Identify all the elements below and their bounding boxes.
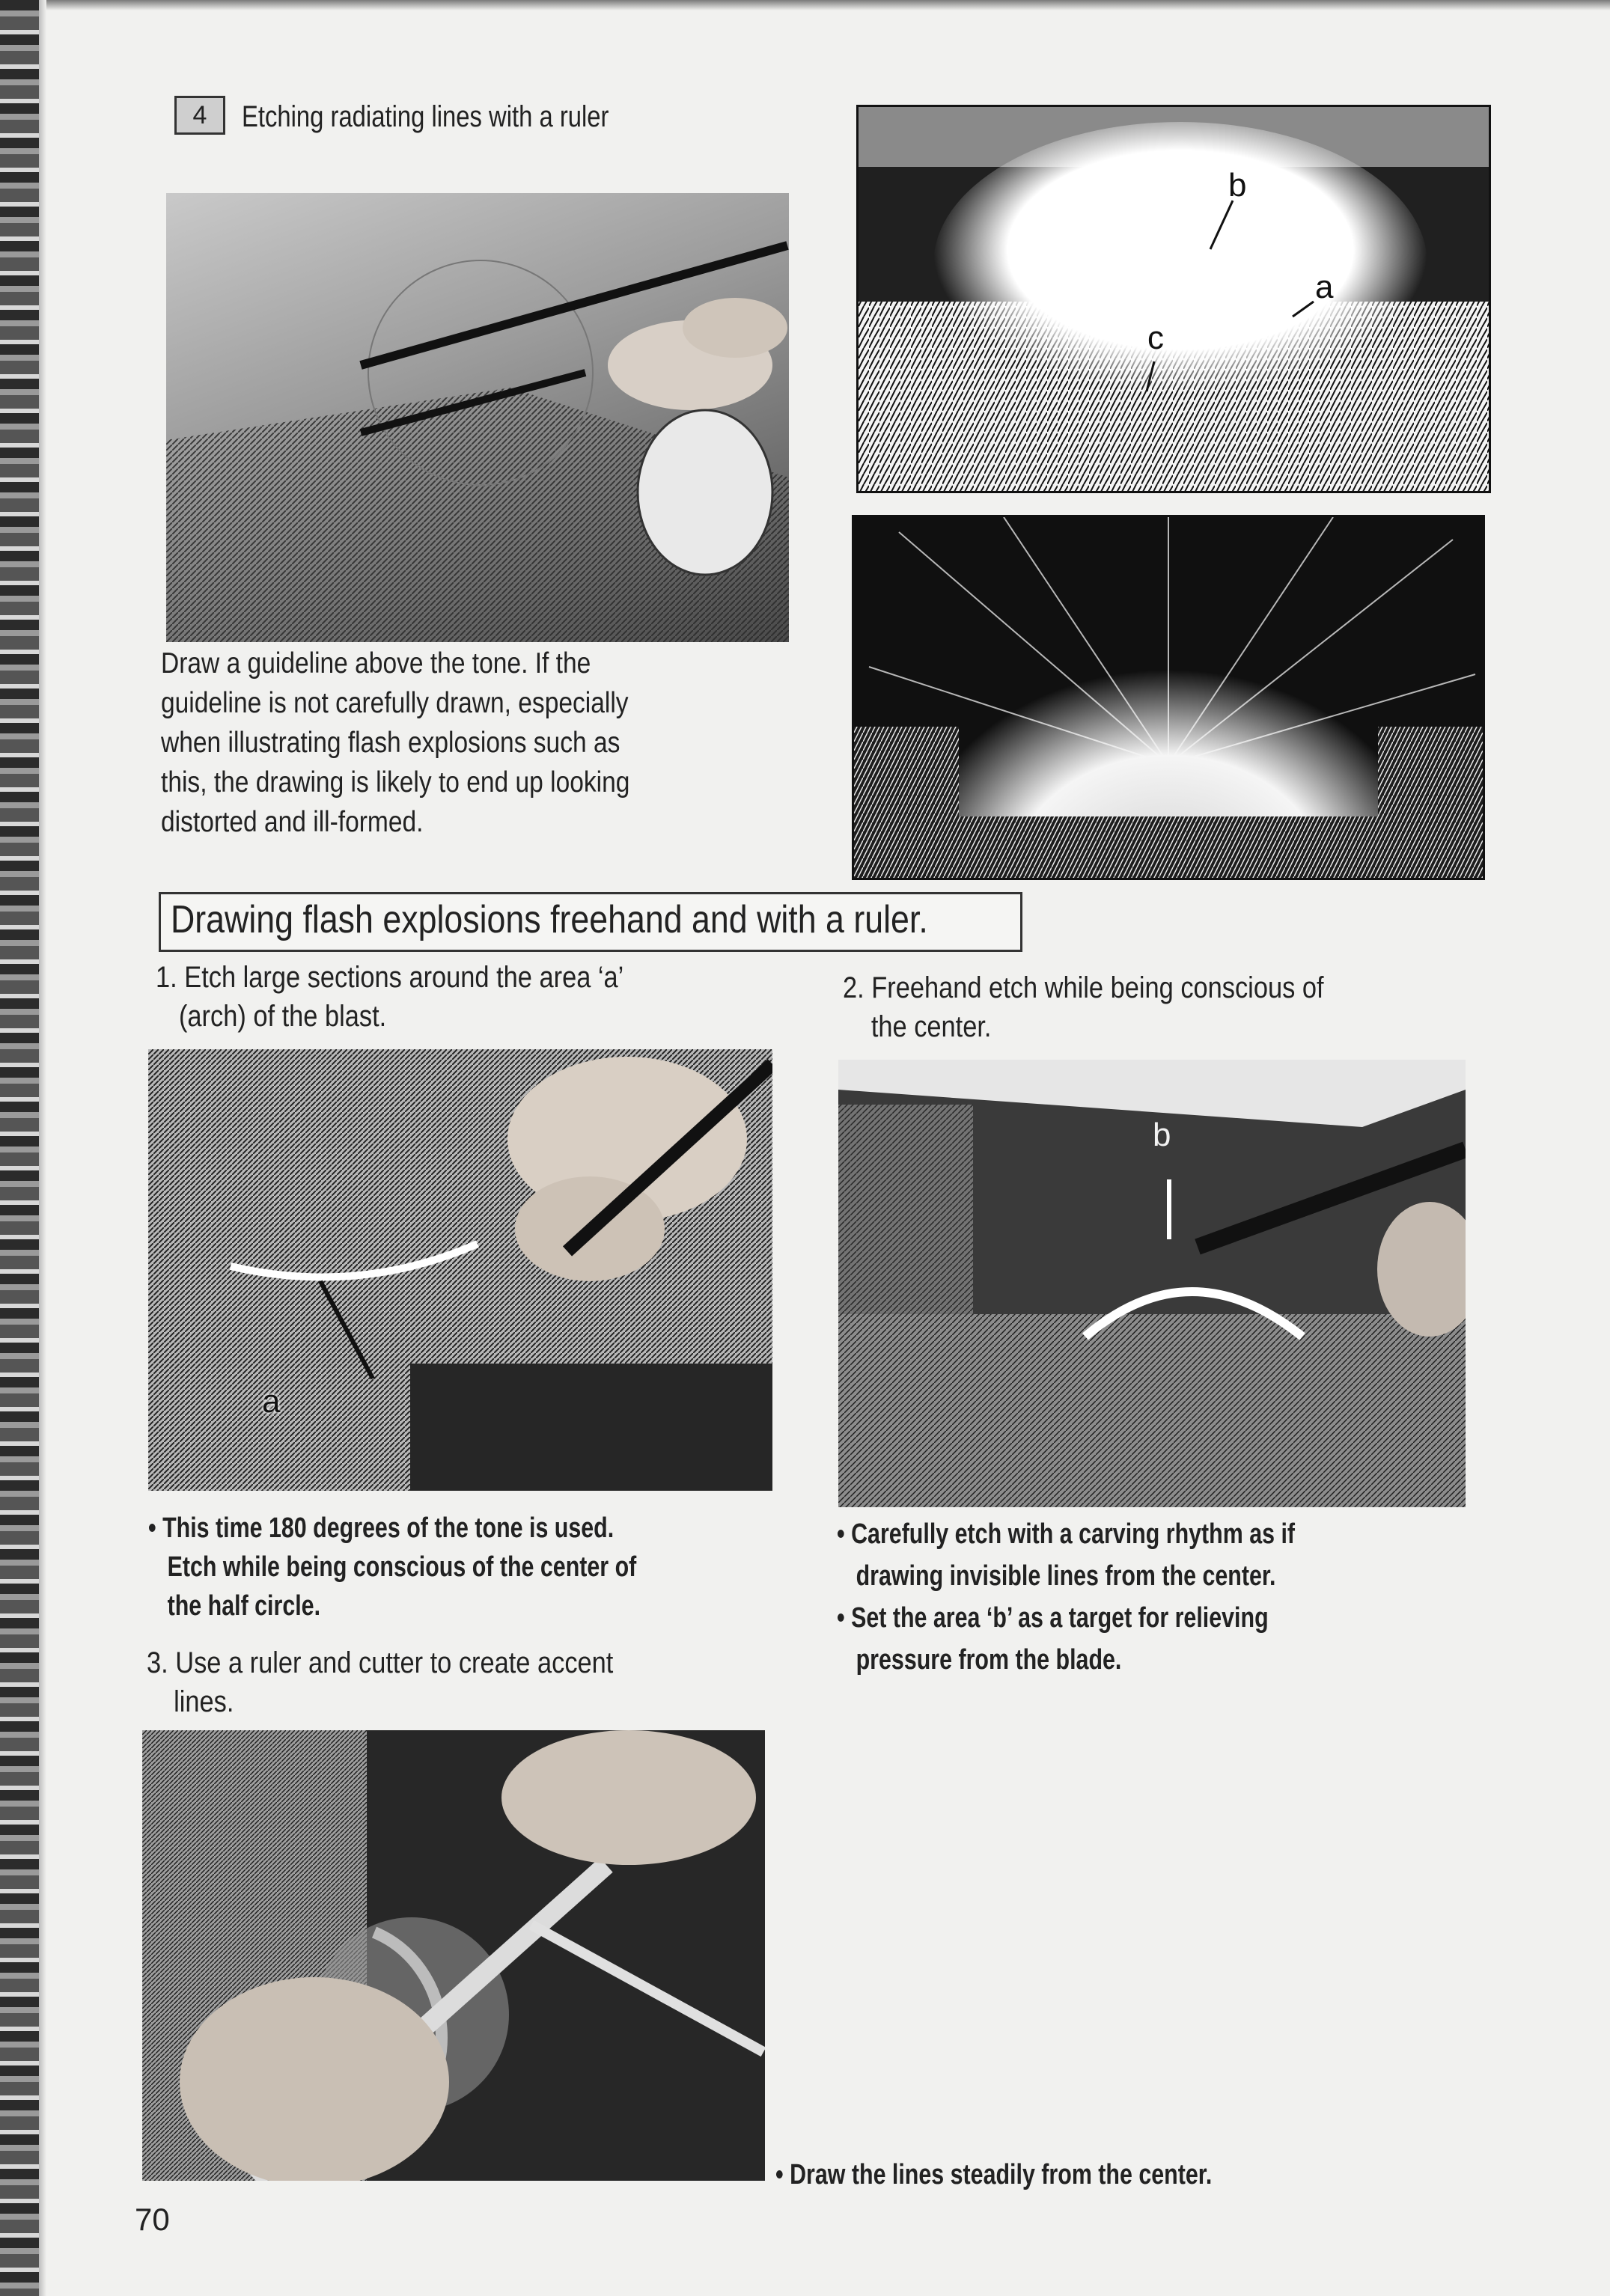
step1-photo-label-a: a: [262, 1383, 281, 1420]
manga-panel-explosion-labeled: [856, 105, 1491, 493]
scan-page-edge: [0, 0, 39, 2296]
step1-bullet: [148, 1509, 636, 1625]
top-caption-line: distorted and ill-formed.: [161, 806, 424, 838]
manga-panel-explosion-dome: [852, 515, 1485, 880]
step3-bullet: • Draw the lines steadily from the center.: [775, 2159, 1213, 2190]
compass-guideline-photo: [166, 193, 789, 642]
step1-heading-line: 1. Etch large sections around the area ‘a’: [156, 961, 624, 994]
step1-bullet-line: the half circle.: [167, 1590, 321, 1622]
top-caption: [161, 644, 676, 842]
step2-bullet1-line: drawing invisible lines from the center.: [856, 1560, 1276, 1592]
top-caption-line: this, the drawing is likely to end up looking: [161, 766, 630, 799]
compass-photo-illustration: [166, 193, 789, 642]
page-number: 70: [135, 2202, 170, 2237]
step-number-box: 4: [174, 96, 225, 135]
step3-heading-line: 3. Use a ruler and cutter to create accent: [147, 1646, 614, 1679]
step2-heading-line: the center.: [870, 1010, 992, 1043]
step2-heading-line: 2. Freehand etch while being conscious of: [843, 971, 1324, 1004]
step-title: Etching radiating lines with a ruler: [242, 100, 609, 133]
step2-heading: [843, 968, 1324, 1046]
scan-page-edge-shadow: [39, 0, 46, 2296]
step2-bullet2-line: pressure from the blade.: [856, 1644, 1122, 1676]
section-title: Drawing flash explosions freehand and with a ruler.: [171, 898, 928, 941]
top-caption-line: when illustrating flash explosions such as: [161, 727, 620, 759]
top-caption-line: guideline is not carefully drawn, especially: [161, 687, 629, 719]
step2-bullets: [837, 1513, 1295, 1681]
panel-label-a: a: [1315, 269, 1334, 305]
step2-freehand-photo: [838, 1060, 1466, 1507]
step2-bullet2-line: • Set the area ‘b’ as a target for relieving: [837, 1602, 1269, 1634]
dome-panel-illustration: [854, 517, 1483, 878]
step1-heading: [156, 958, 623, 1036]
step3-ruler-photo: [142, 1730, 765, 2181]
step3-heading-line: lines.: [174, 1685, 234, 1718]
panel-label-c: c: [1147, 320, 1164, 356]
explosion-panel-illustration: [859, 107, 1489, 491]
step1-bullet-line: • This time 180 degrees of the tone is used.: [148, 1512, 615, 1544]
step1-bullet-line: Etch while being conscious of the center of: [167, 1551, 637, 1583]
scan-top-edge: [0, 0, 1610, 10]
step3-photo-illustration: [142, 1730, 765, 2181]
panel-label-b: b: [1228, 167, 1247, 204]
top-caption-line: Draw a guideline above the tone. If the: [161, 647, 591, 680]
step2-bullet1-line: • Carefully etch with a carving rhythm as if: [837, 1518, 1296, 1550]
step2-photo-illustration: [838, 1060, 1466, 1507]
step1-photo-illustration: [148, 1049, 772, 1491]
step3-heading: [147, 1643, 613, 1721]
step1-etching-photo: [148, 1049, 772, 1491]
step1-heading-line: (arch) of the blast.: [178, 1000, 387, 1033]
step2-photo-label-b: b: [1153, 1117, 1171, 1153]
